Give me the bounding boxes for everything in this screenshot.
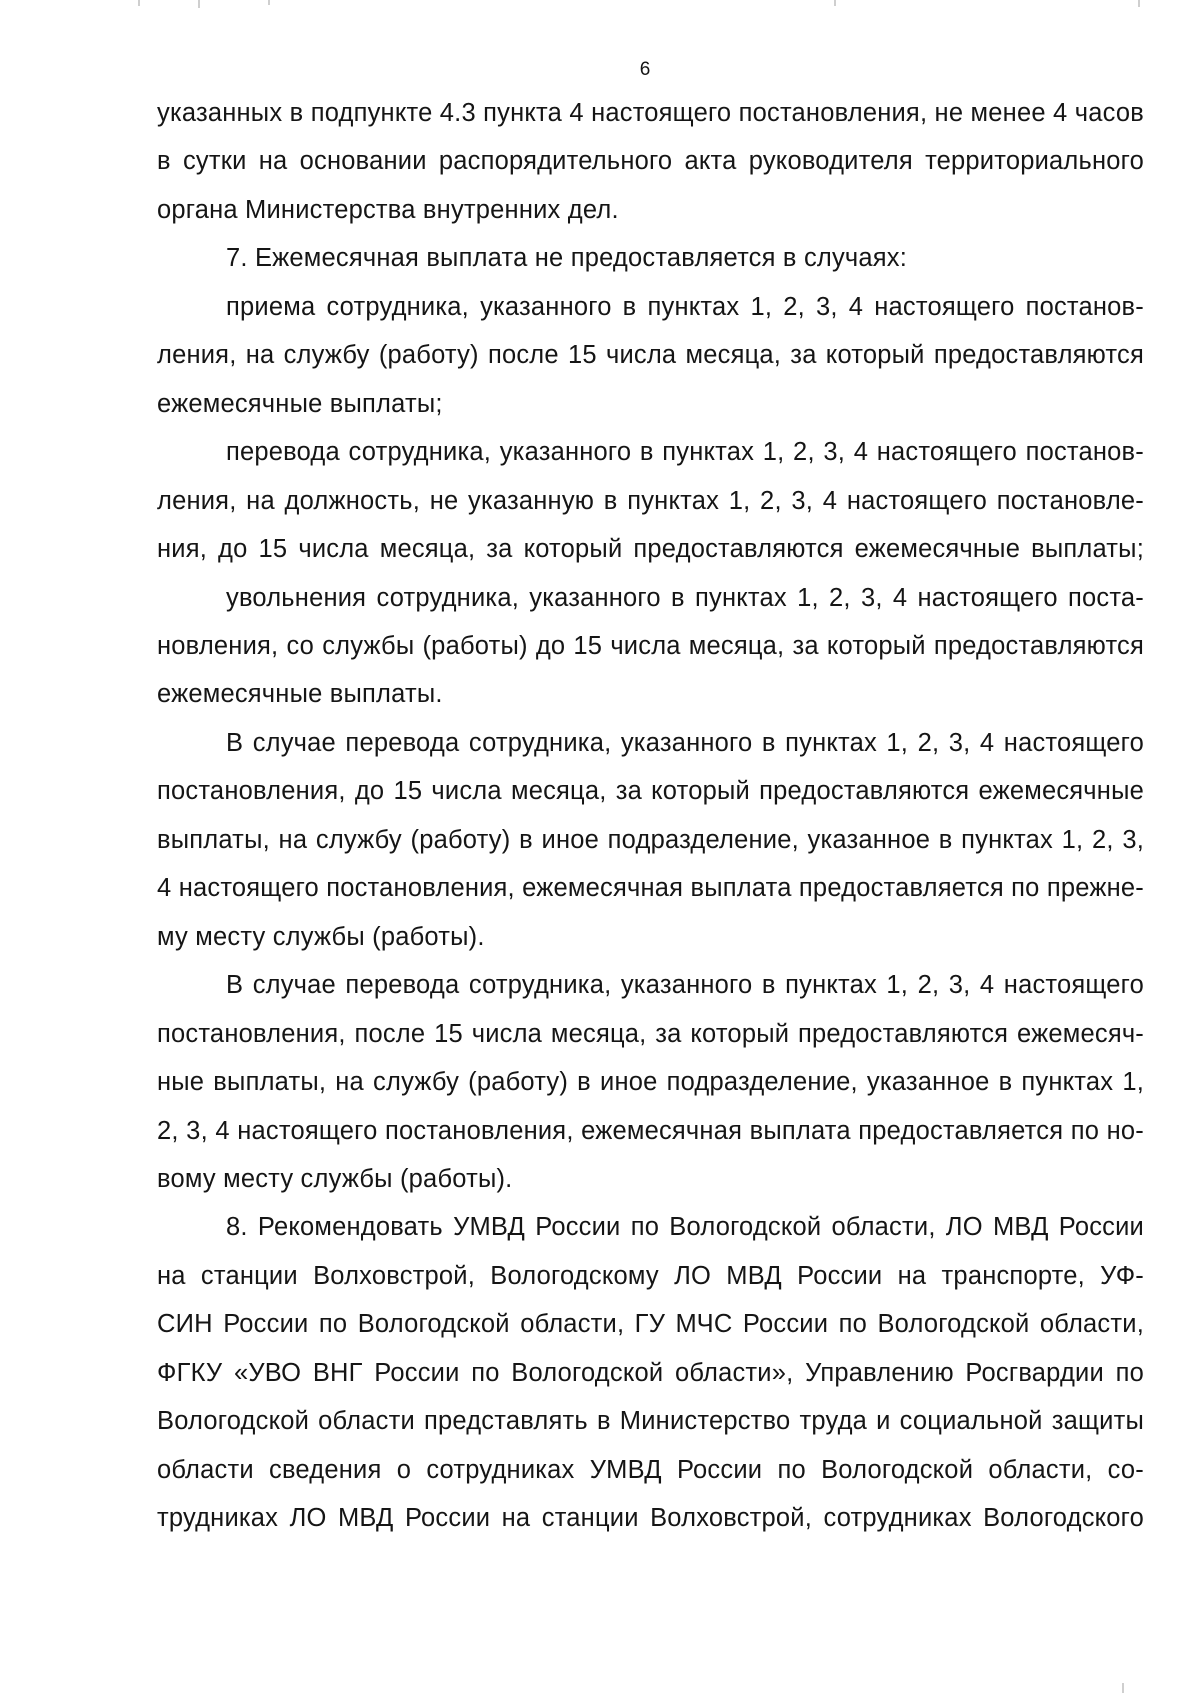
- text-line: ния, до 15 числа месяца, за который предоставляются ежемесячные выплаты;: [157, 535, 1144, 563]
- text-line: 8. Рекомендовать УМВД России по Вологодской области, ЛО МВД России: [226, 1213, 1144, 1242]
- scan-edge-mark: [198, 0, 200, 8]
- text-line: ления, на должность, не указанную в пунктах 1, 2, 3, 4 настоящего постановле-: [157, 486, 1144, 515]
- scan-edge-mark: [834, 0, 836, 6]
- text-line: на станции Волховстрой, Вологодскому ЛО МВД России на транспорте, УФ-: [157, 1261, 1144, 1290]
- text-line: области сведения о сотрудниках УМВД России по Вологодской области, со-: [157, 1455, 1144, 1484]
- scan-edge-mark: [138, 0, 140, 6]
- text-line: ные выплаты, на службу (работу) в иное подразделение, указанное в пунктах 1,: [157, 1068, 1144, 1096]
- text-line: му месту службы (работы).: [157, 922, 485, 951]
- text-line: в сутки на основании распорядительного акта руководителя территориального: [157, 147, 1144, 176]
- text-line: В случае перевода сотрудника, указанного в пунктах 1, 2, 3, 4 настоящего: [226, 728, 1144, 757]
- text-line: 4 настоящего постановления, ежемесячная выплата предоставляется по прежне-: [157, 874, 1144, 903]
- text-line: указанных в подпункте 4.3 пункта 4 настоящего постановления, не менее 4 часов: [157, 99, 1144, 127]
- text-line: СИН России по Вологодской области, ГУ МЧС России по Вологодской области,: [157, 1310, 1144, 1339]
- scan-edge-mark: [268, 0, 270, 5]
- scan-edge-mark: [1122, 1683, 1124, 1693]
- scan-edge-mark: [1138, 0, 1140, 7]
- text-line: вому месту службы (работы).: [157, 1164, 513, 1193]
- text-line: новления, со службы (работы) до 15 числа месяца, за который предоставляются: [157, 632, 1144, 660]
- text-line: ления, на службу (работу) после 15 числа месяца, за который предоставляются: [157, 341, 1144, 370]
- text-line: перевода сотрудника, указанного в пунктах 1, 2, 3, 4 настоящего постанов-: [226, 438, 1144, 467]
- page-number: 6: [639, 59, 651, 80]
- text-line: 7. Ежемесячная выплата не предоставляется в случаях:: [226, 244, 908, 273]
- text-line: органа Министерства внутренних дел.: [157, 195, 619, 224]
- text-line: увольнения сотрудника, указанного в пунктах 1, 2, 3, 4 настоящего поста-: [226, 583, 1144, 612]
- text-line: ежемесячные выплаты.: [157, 680, 443, 709]
- text-line: 2, 3, 4 настоящего постановления, ежемесячная выплата предоставляется по но-: [157, 1116, 1144, 1145]
- text-line: ежемесячные выплаты;: [157, 389, 443, 418]
- text-line: Вологодской области представлять в Министерство труда и социальной защиты: [157, 1407, 1144, 1436]
- text-line: трудниках ЛО МВД России на станции Волховстрой, сотрудниках Вологодского: [157, 1504, 1144, 1533]
- text-line: постановления, до 15 числа месяца, за который предоставляются ежемесячные: [157, 777, 1144, 806]
- text-line: постановления, после 15 числа месяца, за который предоставляются ежемесяч-: [157, 1019, 1144, 1048]
- text-line: В случае перевода сотрудника, указанного в пунктах 1, 2, 3, 4 настоящего: [226, 971, 1144, 1000]
- text-line: ФГКУ «УВО ВНГ России по Вологодской области», Управлению Росгвардии по: [157, 1358, 1144, 1387]
- text-line: выплаты, на службу (работу) в иное подразделение, указанное в пунктах 1, 2, 3,: [157, 825, 1144, 854]
- text-line: приема сотрудника, указанного в пунктах 1, 2, 3, 4 настоящего постанов-: [226, 292, 1144, 321]
